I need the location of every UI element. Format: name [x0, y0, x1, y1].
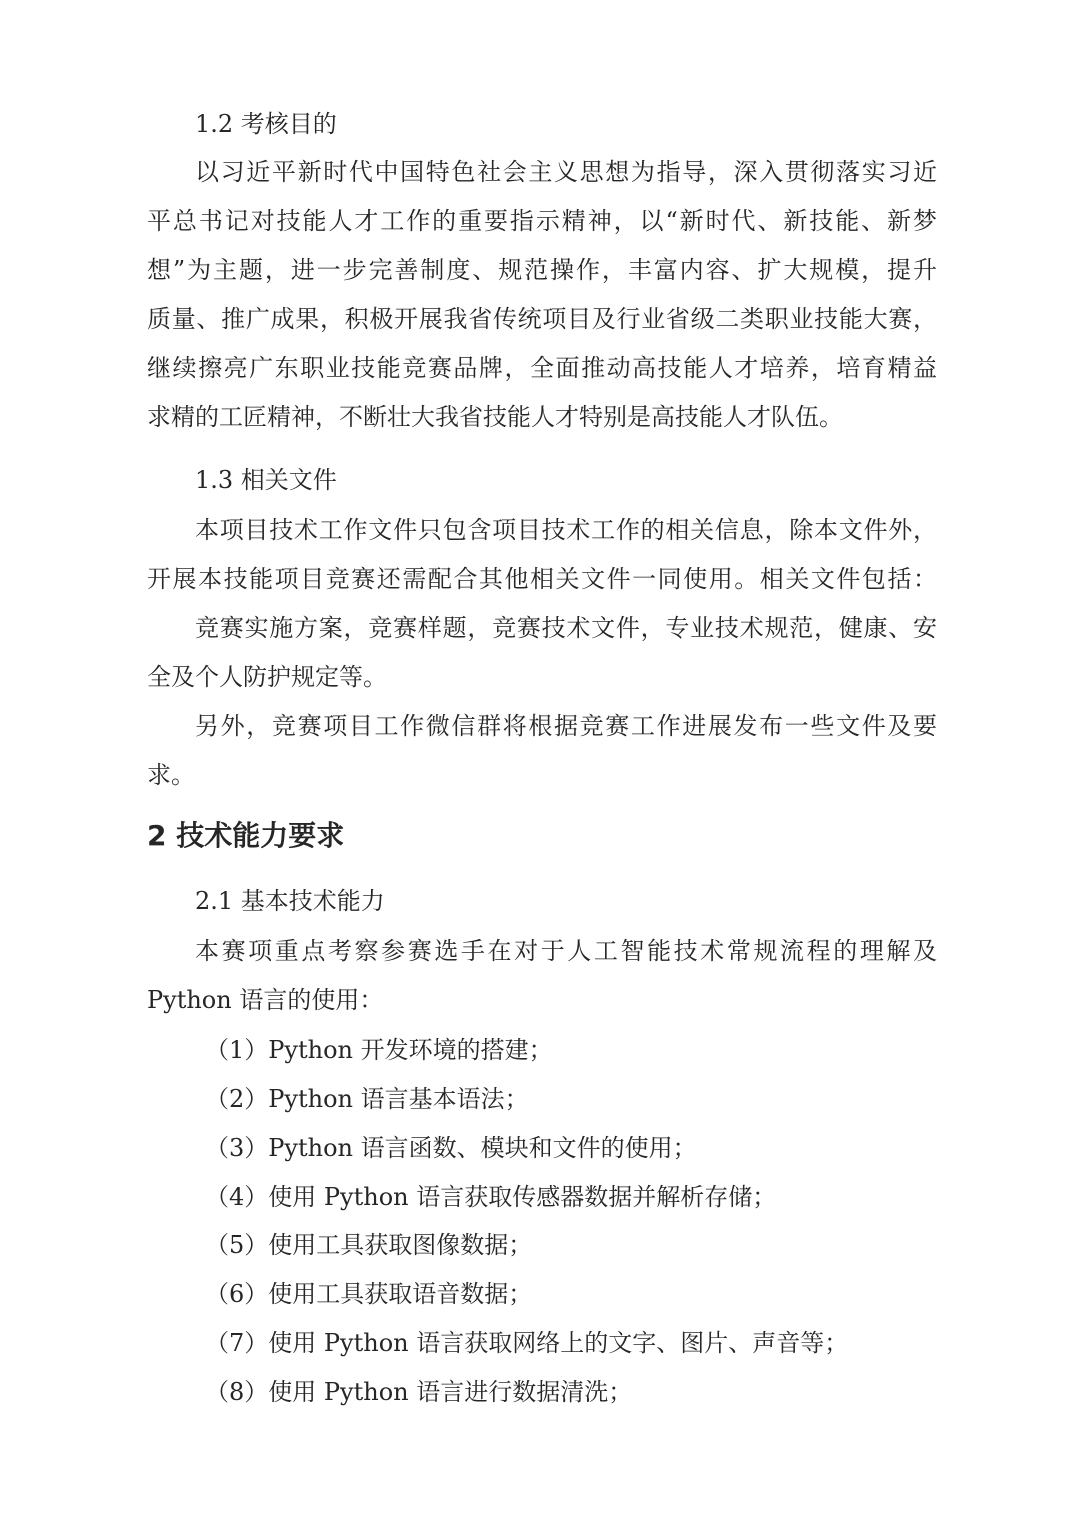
paragraph-line: 竞赛实施方案，竞赛样题，竞赛技术文件，专业技术规范，健康、安 [195, 614, 937, 642]
paragraph-line: 求。 [147, 761, 195, 789]
list-item: （2）Python 语言基本语法； [205, 1085, 529, 1113]
paragraph-line: 继续擦亮广东职业技能竞赛品牌，全面推动高技能人才培养，培育精益 [147, 354, 937, 382]
paragraph-line: 另外，竞赛项目工作微信群将根据竞赛工作进展发布一些文件及要 [195, 712, 937, 740]
paragraph-line: 平总书记对技能人才工作的重要指示精神，以“新时代、新技能、新梦 [147, 207, 937, 235]
list-item: （6）使用工具获取语音数据； [205, 1280, 533, 1308]
list-item: （3）Python 语言函数、模块和文件的使用； [205, 1134, 697, 1162]
paragraph-line: 以习近平新时代中国特色社会主义思想为指导，深入贯彻落实习近 [195, 158, 937, 186]
paragraph-line: 本项目技术工作文件只包含项目技术工作的相关信息，除本文件外， [195, 516, 937, 544]
section-heading-2: 2 技术能力要求 [147, 819, 345, 852]
paragraph-line: 求精的工匠精神，不断壮大我省技能人才特别是高技能人才队伍。 [147, 403, 843, 431]
paragraph-line: Python 语言的使用： [147, 986, 384, 1014]
paragraph-line: 本赛项重点考察参赛选手在对于人工智能技术常规流程的理解及 [195, 937, 937, 965]
list-item: （7）使用 Python 语言获取网络上的文字、图片、声音等； [205, 1329, 849, 1357]
list-item: （8）使用 Python 语言进行数据清洗； [205, 1378, 633, 1406]
paragraph-line: 想”为主题，进一步完善制度、规范操作，丰富内容、扩大规模，提升 [147, 256, 937, 284]
list-item: （5）使用工具获取图像数据； [205, 1231, 533, 1259]
paragraph-line: 质量、推广成果，积极开展我省传统项目及行业省级二类职业技能大赛， [147, 305, 937, 333]
paragraph-line: 全及个人防护规定等。 [147, 663, 387, 691]
list-item: （1）Python 开发环境的搭建； [205, 1036, 553, 1064]
section-heading-1-3: 1.3 相关文件 [195, 466, 337, 494]
section-heading-2-1: 2.1 基本技术能力 [195, 887, 385, 915]
paragraph-line: 开展本技能项目竞赛还需配合其他相关文件一同使用。相关文件包括： [147, 565, 937, 593]
section-heading-1-2: 1.2 考核目的 [195, 110, 337, 138]
list-item: （4）使用 Python 语言获取传感器数据并解析存储； [205, 1183, 777, 1211]
